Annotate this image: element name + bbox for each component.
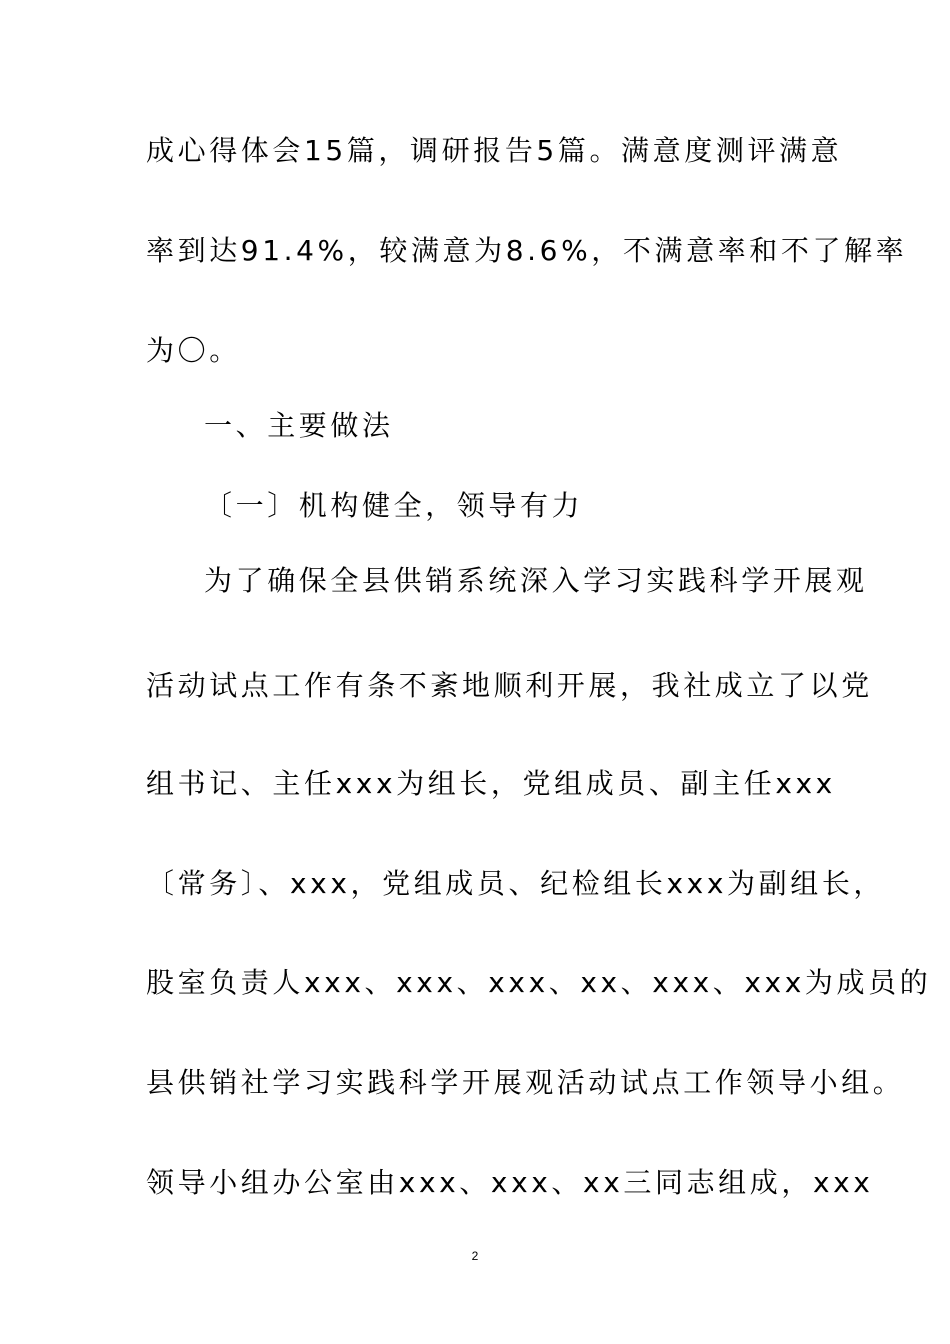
- text-line-10: 股室负责人xxx、xxx、xxx、xx、xxx、xxx为成员的: [146, 966, 932, 999]
- section-heading: 一、主要做法: [204, 409, 394, 442]
- page-number: 2: [471, 1249, 479, 1263]
- text-line-9: 〔常务〕、xxx，党组成员、纪检组长xxx为副组长，: [146, 867, 886, 900]
- subsection-heading: 〔一〕机构健全，领导有力: [204, 489, 584, 522]
- text-line-2: 率到达91.4%，较满意为8.6%，不满意率和不了解率: [146, 234, 908, 267]
- text-line-1: 成心得体会15篇，调研报告5篇。满意度测评满意: [146, 134, 843, 167]
- text-line-12: 领导小组办公室由xxx、xxx、xx三同志组成，xxx: [146, 1166, 874, 1199]
- paragraph-first-line: 为了确保全县供销系统深入学习实践科学开展观: [204, 564, 868, 597]
- text-line-7: 活动试点工作有条不紊地顺利开展，我社成立了以党: [146, 669, 873, 702]
- text-line-8: 组书记、主任xxx为组长，党组成员、副主任xxx: [146, 767, 836, 800]
- text-line-3: 为〇。: [146, 334, 241, 367]
- text-line-11: 县供销社学习实践科学开展观活动试点工作领导小组。: [146, 1066, 905, 1099]
